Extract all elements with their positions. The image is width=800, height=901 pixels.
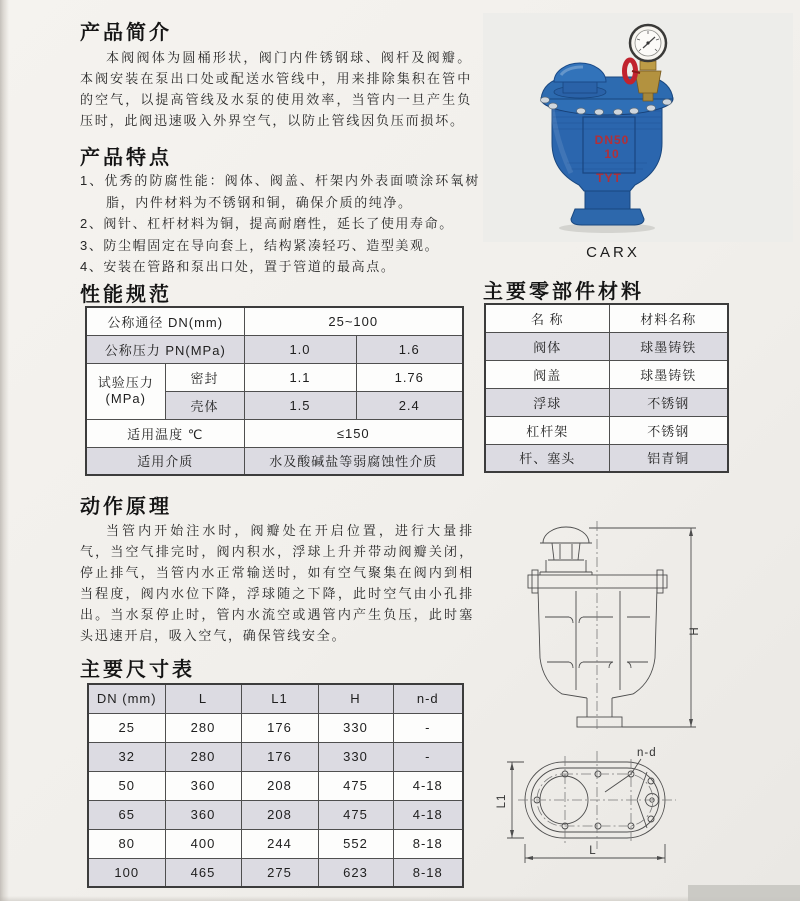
dims-cell: - [393, 713, 463, 742]
intro-paragraph: 本阀阀体为圆桶形状，阀门内件锈钢球、阀杆及阀瓣。本阀安装在泵出口处或配送水管线中，用来排除集积在管中的空气，以提高管线及水泵的使用效率，当管内一旦产生负压时，此阀迅速吸入外界空气，以防止管线因负压而损坏。 [80, 50, 472, 128]
dims-cell: 4-18 [393, 771, 463, 800]
dims-cell: 552 [318, 829, 393, 858]
dimensions-table [87, 683, 464, 888]
drawing-label-h: H [689, 626, 701, 636]
dims-cell: 32 [88, 742, 165, 771]
table-row [485, 304, 728, 332]
table-row [88, 800, 463, 829]
table-row [86, 307, 463, 335]
dims-cell: 275 [241, 858, 318, 887]
table-row [485, 360, 728, 388]
table-row [88, 684, 463, 713]
drawing-label-nd: n-d [637, 747, 657, 759]
dims-cell: 50 [88, 771, 165, 800]
dims-cell: 208 [241, 771, 318, 800]
table-row [485, 388, 728, 416]
table-row [86, 447, 463, 475]
spec-cell: 1.0 [244, 335, 356, 363]
table-row [88, 742, 463, 771]
features-list [80, 170, 480, 278]
dimension-drawing-image [490, 515, 800, 895]
spec-cell: 1.6 [356, 335, 463, 363]
materials-cell: 杆、塞头 [485, 444, 609, 472]
section-title-intro: 产品简介 [80, 22, 172, 44]
dims-cell: 623 [318, 858, 393, 887]
table-row [88, 829, 463, 858]
dims-cell: 465 [165, 858, 241, 887]
materials-cell: 浮球 [485, 388, 609, 416]
section-title-features: 产品特点 [80, 147, 172, 169]
technical-drawing [490, 515, 800, 895]
table-row [485, 332, 728, 360]
dims-header-cell: L [165, 684, 241, 713]
product-photo [483, 13, 793, 242]
dims-header-cell: n-d [393, 684, 463, 713]
dims-cell: 8-18 [393, 858, 463, 887]
dims-cell: 475 [318, 800, 393, 829]
dims-cell: 176 [241, 742, 318, 771]
dims-cell: 360 [165, 800, 241, 829]
section-title-dimensions: 主要尺寸表 [80, 659, 195, 681]
spec-cell: 1.76 [356, 363, 463, 391]
dims-cell: 400 [165, 829, 241, 858]
dims-cell: 280 [165, 713, 241, 742]
spec-cell: 适用介质 [86, 447, 244, 475]
section-title-spec: 性能规范 [80, 284, 172, 306]
dims-cell: 360 [165, 771, 241, 800]
dims-cell: 65 [88, 800, 165, 829]
table-row [485, 444, 728, 472]
dims-cell: 330 [318, 713, 393, 742]
dims-cell: 280 [165, 742, 241, 771]
dims-cell: 208 [241, 800, 318, 829]
dims-cell: 330 [318, 742, 393, 771]
table-row [88, 713, 463, 742]
materials-table [484, 303, 729, 473]
scan-edge-bottom [0, 896, 800, 901]
materials-cell: 不锈钢 [609, 416, 728, 444]
scan-edge-left [0, 0, 9, 901]
table-row [86, 335, 463, 363]
spec-cell: 适用温度 ℃ [86, 419, 244, 447]
dims-cell: 176 [241, 713, 318, 742]
body-mark-dn: DN50 [594, 133, 630, 147]
materials-cell: 杠杆架 [485, 416, 609, 444]
feature-item: 4、安装在管路和泵出口处，置于管道的最高点。 [80, 259, 396, 274]
dims-header-cell: H [318, 684, 393, 713]
body-mark-brand: TYT [596, 171, 622, 185]
spec-cell: 水及酸碱盐等弱腐蚀性介质 [244, 447, 463, 475]
drawing-label-l1: L1 [496, 793, 508, 809]
body-mark-pn: 10 [604, 147, 620, 161]
spec-cell: 壳体 [165, 391, 244, 419]
materials-cell: 铝青铜 [609, 444, 728, 472]
table-row [88, 858, 463, 887]
materials-cell: 阀盖 [485, 360, 609, 388]
dims-header-cell: DN (mm) [88, 684, 165, 713]
photo-caption: CARX [586, 244, 640, 261]
dims-cell: 4-18 [393, 800, 463, 829]
drawing-label-l: L [589, 845, 597, 857]
dims-cell: - [393, 742, 463, 771]
materials-cell: 球墨铸铁 [609, 360, 728, 388]
spec-label-line: 试验压力 [97, 375, 154, 390]
feature-item: 3、防尘帽固定在导向套上，结构紧凑轻巧、造型美观。 [80, 237, 440, 253]
table-row [88, 771, 463, 800]
section-title-principle: 动作原理 [80, 496, 172, 518]
materials-cell: 球墨铸铁 [609, 332, 728, 360]
table-row [86, 363, 463, 391]
spec-label-line: (MPa) [105, 391, 146, 406]
dims-cell: 80 [88, 829, 165, 858]
dims-cell: 25 [88, 713, 165, 742]
spec-cell: 2.4 [356, 391, 463, 419]
table-row [86, 419, 463, 447]
spec-cell: 公称通径 DN(mm) [86, 307, 244, 335]
dims-cell: 475 [318, 771, 393, 800]
spec-cell: 公称压力 PN(MPa) [86, 335, 244, 363]
spec-cell [86, 363, 165, 419]
materials-cell: 阀体 [485, 332, 609, 360]
materials-header-cell: 名 称 [485, 304, 609, 332]
dims-cell: 8-18 [393, 829, 463, 858]
spec-cell: ≤150 [244, 419, 463, 447]
principle-paragraph: 当管内开始注水时，阀瓣处在开启位置，进行大量排气，当空气排完时，阀内积水，浮球上升并带动阀瓣关闭，停止排气，当管内水正常输送时，如有空气聚集在阀内到相当程度，阀内水位下降，浮球随之下降，此时空气由小孔排出。当水泵停止时，管内水流空或遇管内产生负压，此时塞头迅速开启，吸入空气，确保管线安全。 [80, 523, 474, 643]
dims-cell: 244 [241, 829, 318, 858]
section-title-materials: 主要零部件材料 [483, 281, 644, 303]
air-valve-photo-image [483, 13, 793, 242]
spec-cell: 1.5 [244, 391, 356, 419]
materials-cell: 不锈钢 [609, 388, 728, 416]
spec-table [85, 306, 464, 476]
feature-item: 2、阀针、杠杆材料为铜，提高耐磨性，延长了使用寿命。 [80, 216, 454, 231]
dims-cell: 100 [88, 858, 165, 887]
table-row [485, 416, 728, 444]
materials-header-cell: 材料名称 [609, 304, 728, 332]
feature-item: 1、优秀的防腐性能：阀体、阀盖、杆架内外表面喷涂环氧树脂，内件材料为不锈钢和铜，确保介质的纯净。 [80, 173, 480, 210]
spec-cell: 25~100 [244, 307, 463, 335]
dims-header-cell: L1 [241, 684, 318, 713]
spec-cell: 1.1 [244, 363, 356, 391]
spec-cell: 密封 [165, 363, 244, 391]
